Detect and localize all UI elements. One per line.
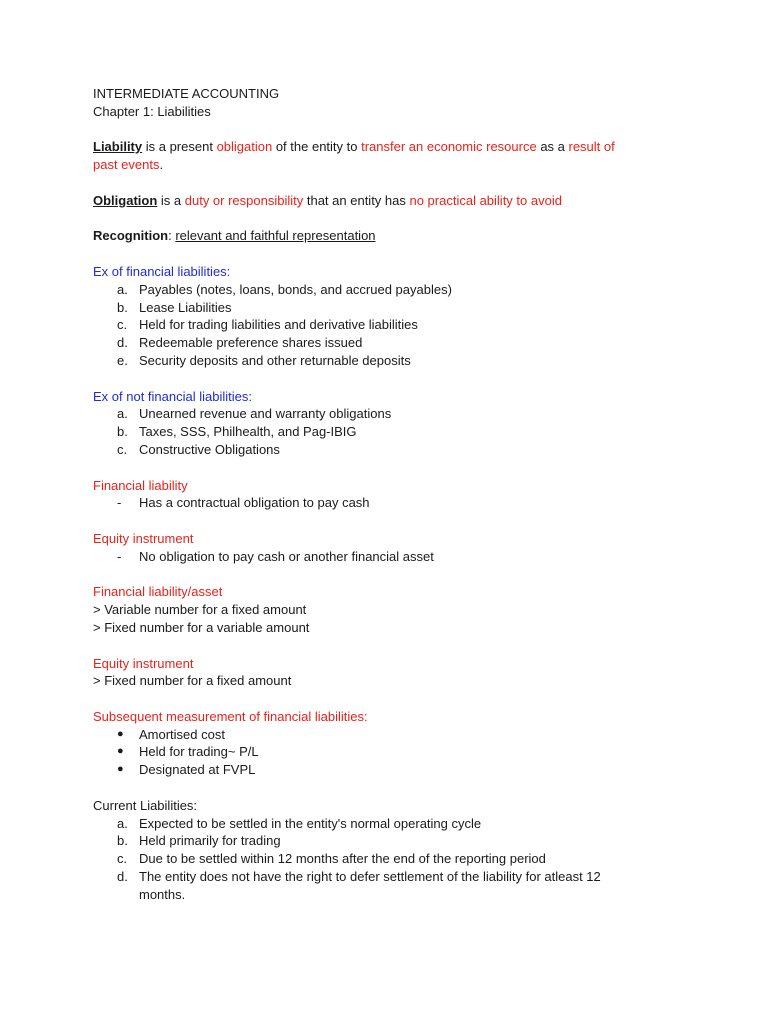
list-item-text: Due to be settled within 12 months after the end of the reporting period bbox=[139, 851, 546, 867]
text-segment: of the entity to bbox=[272, 139, 362, 155]
list-marker: c. bbox=[117, 441, 128, 457]
financial-liabilities-list bbox=[93, 281, 693, 370]
list-marker: c. bbox=[117, 851, 128, 867]
text-segment: : bbox=[168, 228, 176, 244]
list-item-text: Constructive Obligations bbox=[139, 441, 280, 457]
list-item-text: Held for trading~ P/L bbox=[139, 744, 259, 760]
obligation-term: Obligation bbox=[93, 192, 158, 208]
list-marker: b. bbox=[117, 299, 128, 315]
list-marker: d. bbox=[117, 869, 128, 885]
list-marker: b. bbox=[117, 424, 128, 440]
list-item bbox=[93, 299, 693, 317]
dash-marker: - bbox=[117, 495, 122, 511]
financial-liability-asset-heading: Financial liability/asset bbox=[93, 584, 223, 600]
bullet-icon: ● bbox=[117, 727, 124, 740]
document-page bbox=[93, 85, 693, 904]
list-item bbox=[93, 548, 693, 566]
equity-instrument-line: > Fixed number for a fixed amount bbox=[93, 673, 292, 689]
list-item-text: Held primarily for trading bbox=[139, 833, 281, 849]
list-marker: e. bbox=[117, 352, 128, 368]
list-item-text: Has a contractual obligation to pay cash bbox=[139, 495, 370, 511]
chapter-title: Chapter 1: Liabilities bbox=[93, 103, 211, 119]
bullet-icon: ● bbox=[117, 763, 124, 776]
list-marker: b. bbox=[117, 833, 128, 849]
not-financial-liabilities-list bbox=[93, 405, 693, 458]
list-item-text: Amortised cost bbox=[139, 726, 225, 742]
list-item bbox=[93, 832, 693, 850]
highlight-transfer: transfer an economic resource bbox=[361, 139, 537, 155]
document-title: INTERMEDIATE ACCOUNTING bbox=[93, 86, 280, 101]
financial-liability-heading: Financial liability bbox=[93, 477, 188, 493]
list-item bbox=[93, 281, 693, 299]
list-marker: a. bbox=[117, 815, 128, 831]
subsequent-measurement-list bbox=[93, 726, 693, 779]
list-item-text: The entity does not have the right to defer settlement of the liability for atleast 12 months. bbox=[139, 869, 601, 902]
list-item-text: Redeemable preference shares issued bbox=[139, 335, 363, 351]
list-item bbox=[93, 743, 693, 761]
list-item-text: Lease Liabilities bbox=[139, 299, 232, 315]
list-item-text: Expected to be settled in the entity's normal operating cycle bbox=[139, 815, 482, 831]
list-item bbox=[93, 850, 693, 868]
equity-instrument-heading-2: Equity instrument bbox=[93, 655, 194, 671]
list-item bbox=[93, 761, 693, 779]
recognition-value: relevant and faithful representation bbox=[175, 228, 376, 244]
financial-liability-list bbox=[93, 494, 693, 512]
list-item bbox=[93, 815, 693, 833]
financial-liability-asset-line: > Variable number for a fixed amount bbox=[93, 602, 307, 618]
list-item-text: Held for trading liabilities and derivative liabilities bbox=[139, 317, 418, 333]
highlight-obligation: obligation bbox=[216, 139, 273, 155]
current-liabilities-heading: Current Liabilities: bbox=[93, 797, 198, 813]
liability-term: Liability bbox=[93, 139, 143, 155]
text-segment: that an entity has bbox=[303, 192, 410, 208]
text-segment: . bbox=[159, 157, 164, 173]
text-segment: as a bbox=[536, 139, 569, 155]
list-item bbox=[93, 441, 693, 459]
list-item bbox=[93, 405, 693, 423]
list-item-text: No obligation to pay cash or another financial asset bbox=[139, 548, 434, 564]
obligation-definition bbox=[93, 192, 693, 210]
recognition-line bbox=[93, 227, 693, 245]
list-item bbox=[93, 423, 693, 441]
list-item-text: Unearned revenue and warranty obligations bbox=[139, 406, 392, 422]
list-item-text: Security deposits and other returnable deposits bbox=[139, 352, 411, 368]
list-item bbox=[93, 316, 693, 334]
list-item bbox=[93, 352, 693, 370]
text-segment: is a bbox=[157, 192, 185, 208]
financial-liability-asset-line: > Fixed number for a variable amount bbox=[93, 619, 310, 635]
list-item-text: Taxes, SSS, Philhealth, and Pag-IBIG bbox=[139, 424, 357, 440]
highlight-duty: duty or responsibility bbox=[184, 192, 304, 208]
equity-instrument-heading: Equity instrument bbox=[93, 530, 194, 546]
equity-instrument-list bbox=[93, 548, 693, 566]
list-marker: d. bbox=[117, 335, 128, 351]
list-item bbox=[93, 868, 693, 904]
list-item bbox=[93, 334, 693, 352]
list-item-text: Designated at FVPL bbox=[139, 762, 256, 778]
highlight-no-ability: no practical ability to avoid bbox=[409, 192, 562, 208]
dash-marker: - bbox=[117, 548, 122, 564]
current-liabilities-list bbox=[93, 815, 693, 904]
text-segment: is a present bbox=[142, 139, 217, 155]
financial-liabilities-heading: Ex of financial liabilities: bbox=[93, 263, 231, 279]
recognition-term: Recognition bbox=[93, 228, 169, 244]
subsequent-measurement-heading: Subsequent measurement of financial liabilities: bbox=[93, 708, 368, 724]
list-item bbox=[93, 726, 693, 744]
highlight-result-of: result of bbox=[568, 139, 615, 155]
highlight-past-events: past events bbox=[93, 157, 160, 173]
list-marker: a. bbox=[117, 281, 128, 297]
list-item bbox=[93, 494, 693, 512]
not-financial-liabilities-heading: Ex of not financial liabilities: bbox=[93, 388, 252, 404]
list-marker: a. bbox=[117, 406, 128, 422]
liability-definition-cont bbox=[93, 156, 693, 174]
bullet-icon: ● bbox=[117, 745, 124, 758]
list-marker: c. bbox=[117, 317, 128, 333]
liability-definition bbox=[93, 138, 693, 156]
list-item-text: Payables (notes, loans, bonds, and accrued payables) bbox=[139, 281, 452, 297]
